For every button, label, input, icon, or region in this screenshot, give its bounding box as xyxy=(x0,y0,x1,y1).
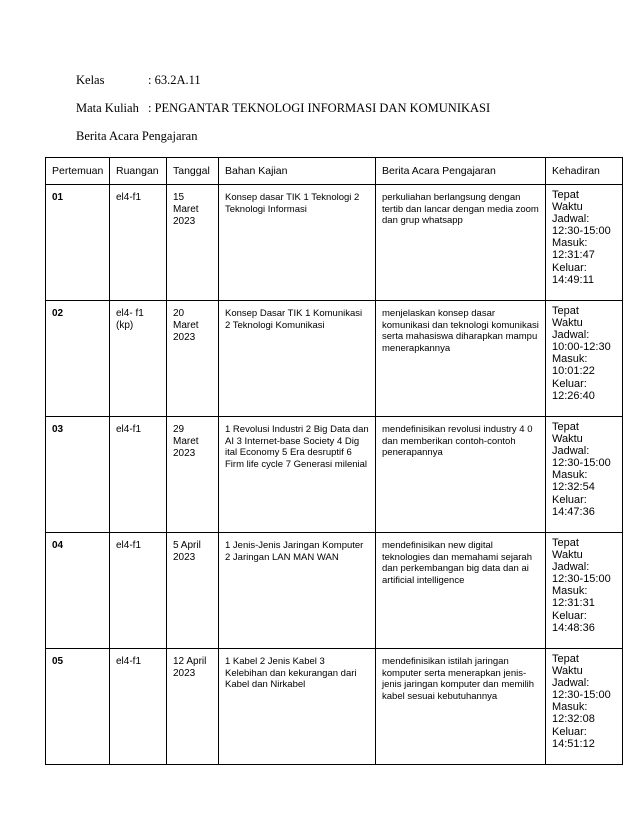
bahan-kajian-cell: 1 Kabel 2 Jenis Kabel 3 Kelebihan dan kekurangan dari Kabel dan Nirkabel xyxy=(219,649,376,765)
kehadiran-cell-line: Jadwal: xyxy=(552,677,590,690)
kehadiran-cell xyxy=(546,301,623,417)
kelas-value: : 63.2A.11 xyxy=(148,73,201,87)
kehadiran-cell-line: Tepat xyxy=(552,421,579,433)
bahan-kajian-cell: Konsep dasar TIK 1 Teknologi 2 Teknologi Informasi xyxy=(219,185,376,301)
kehadiran-cell-line: Jadwal: xyxy=(552,213,590,226)
kehadiran-cell-line: Jadwal: xyxy=(552,445,590,458)
ruangan-cell: el4-f1 xyxy=(110,185,167,301)
table-row xyxy=(46,185,623,301)
kehadiran-cell-line: Keluar: xyxy=(552,261,587,274)
pertemuan-cell: 02 xyxy=(46,301,110,417)
tanggal-cell-line: 2023 xyxy=(173,552,196,563)
mata-kuliah-label: Mata Kuliah xyxy=(76,101,139,115)
tanggal-cell-line: 15 xyxy=(173,192,185,203)
bahan-kajian-cell: Konsep Dasar TIK 1 Komunikasi 2 Teknologi Komunikasi xyxy=(219,301,376,417)
ruangan-cell: el4-f1 xyxy=(110,649,167,765)
ruangan-cell: el4-f1 xyxy=(110,417,167,533)
section-title: Berita Acara Pengajaran xyxy=(76,129,198,143)
berita-acara-table xyxy=(45,157,623,765)
tanggal-cell-line: 5 April xyxy=(173,540,201,551)
kehadiran-cell-line: Jadwal: xyxy=(552,329,590,342)
berita-acara-cell: mendefinisikan istilah jaringan komputer serta menerapkan jenis-jenis jaringan komputer dan memilih kabel sesuai kebutuhannya xyxy=(376,649,546,765)
berita-acara-cell: menjelaskan konsep dasar komunikasi dan teknologi komunikasi serta mahasiswa diharapkan mampu menerapkannya xyxy=(376,301,546,417)
column-header: Berita Acara Pengajaran xyxy=(376,158,546,185)
pertemuan-cell: 03 xyxy=(46,417,110,533)
tanggal-cell xyxy=(167,649,219,765)
kehadiran-cell-line: 14:49:11 xyxy=(552,273,595,286)
mata-kuliah-line xyxy=(76,101,490,116)
kehadiran-cell-line: Waktu xyxy=(552,317,583,330)
kehadiran-cell-line: Tepat xyxy=(552,653,579,665)
kehadiran-cell-line: Masuk: xyxy=(552,701,588,714)
kelas-line xyxy=(76,73,201,88)
tanggal-cell xyxy=(167,533,219,649)
pertemuan-cell: 04 xyxy=(46,533,110,649)
kehadiran-cell-line: 12:30-15:00 xyxy=(552,457,611,470)
tanggal-cell-line: 2023 xyxy=(173,668,196,679)
table-row xyxy=(46,301,623,417)
kehadiran-cell-line: Masuk: xyxy=(552,585,588,598)
kelas-label: Kelas xyxy=(76,73,105,87)
kehadiran-cell-line: 10:00-12:30 xyxy=(552,341,611,354)
kehadiran-cell-line: Waktu xyxy=(552,665,583,678)
column-header: Kehadiran xyxy=(546,158,623,185)
table-header-row xyxy=(46,158,623,185)
berita-acara-cell: perkuliahan berlangsung dengan tertib dan lancar dengan media zoom dan grup whatsapp xyxy=(376,185,546,301)
table-row xyxy=(46,533,623,649)
tanggal-cell xyxy=(167,417,219,533)
kehadiran-cell-line: Masuk: xyxy=(552,237,588,250)
ruangan-cell: el4-f1 xyxy=(110,533,167,649)
kehadiran-cell-line: 12:26:40 xyxy=(552,389,595,402)
bahan-kajian-cell: 1 Jenis-Jenis Jaringan Komputer 2 Jaringan LAN MAN WAN xyxy=(219,533,376,649)
tanggal-cell-line: Maret xyxy=(173,204,199,215)
kehadiran-cell-line: Keluar: xyxy=(552,609,587,622)
column-header: Pertemuan xyxy=(46,158,110,185)
kehadiran-cell xyxy=(546,185,623,301)
mata-kuliah-value: : PENGANTAR TEKNOLOGI INFORMASI DAN KOMUNIKASI xyxy=(148,101,491,115)
tanggal-cell xyxy=(167,301,219,417)
kehadiran-cell-line: 10:01:22 xyxy=(552,365,595,378)
bahan-kajian-cell: 1 Revolusi Industri 2 Big Data dan AI 3 Internet-base Society 4 Dig ital Economy 5 Era desruptif 6 Firm life cycle 7 Generasi milenial xyxy=(219,417,376,533)
berita-acara-cell: mendefinisikan new digital teknologies dan memahami sejarah dan perkembangan big data dan ai artificial intelligence xyxy=(376,533,546,649)
tanggal-cell-line: Maret xyxy=(173,320,199,331)
kehadiran-cell-line: Waktu xyxy=(552,549,583,562)
kehadiran-cell-line: 12:30-15:00 xyxy=(552,225,611,238)
column-header: Bahan Kajian xyxy=(219,158,376,185)
kehadiran-cell-line: 14:47:36 xyxy=(552,505,595,518)
kehadiran-cell xyxy=(546,533,623,649)
kehadiran-cell-line: 14:51:12 xyxy=(552,737,595,750)
kehadiran-cell-line: Masuk: xyxy=(552,353,588,366)
tanggal-cell-line: 2023 xyxy=(173,332,196,343)
tanggal-cell-line: 2023 xyxy=(173,448,196,459)
tanggal-cell-line: 2023 xyxy=(173,216,196,227)
kehadiran-cell xyxy=(546,649,623,765)
kehadiran-cell-line: Tepat xyxy=(552,537,579,549)
tanggal-cell-line: Maret xyxy=(173,436,199,447)
kehadiran-cell-line: Keluar: xyxy=(552,725,587,738)
ruangan-cell: el4- f1 (kp) xyxy=(110,301,167,417)
column-header: Tanggal xyxy=(167,158,219,185)
tanggal-cell-line: 12 April xyxy=(173,656,207,667)
kehadiran-cell-line: 14:48:36 xyxy=(552,621,595,634)
kehadiran-cell-line: 12:31:47 xyxy=(552,249,595,262)
berita-acara-cell: mendefinisikan revolusi industry 4 0 dan memberikan contoh-contoh penerapannya xyxy=(376,417,546,533)
kehadiran-cell-line: Keluar: xyxy=(552,493,587,506)
kehadiran-cell-line: 12:30-15:00 xyxy=(552,689,611,702)
kehadiran-cell xyxy=(546,417,623,533)
kehadiran-cell-line: 12:30-15:00 xyxy=(552,573,611,586)
kehadiran-cell-line: Keluar: xyxy=(552,377,587,390)
tanggal-cell-line: 29 xyxy=(173,424,185,435)
pertemuan-cell: 01 xyxy=(46,185,110,301)
kehadiran-cell-line: Waktu xyxy=(552,201,583,214)
kehadiran-cell-line: 12:31:31 xyxy=(552,597,595,610)
kehadiran-cell-line: Masuk: xyxy=(552,469,588,482)
kehadiran-cell-line: 12:32:08 xyxy=(552,713,595,726)
table-row xyxy=(46,649,623,765)
kehadiran-cell-line: Tepat xyxy=(552,305,579,317)
kehadiran-cell-line: Waktu xyxy=(552,433,583,446)
pertemuan-cell: 05 xyxy=(46,649,110,765)
column-header: Ruangan xyxy=(110,158,167,185)
kehadiran-cell-line: Tepat xyxy=(552,189,579,201)
table-row xyxy=(46,417,623,533)
tanggal-cell xyxy=(167,185,219,301)
tanggal-cell-line: 20 xyxy=(173,308,185,319)
kehadiran-cell-line: 12:32:54 xyxy=(552,481,595,494)
kehadiran-cell-line: Jadwal: xyxy=(552,561,590,574)
